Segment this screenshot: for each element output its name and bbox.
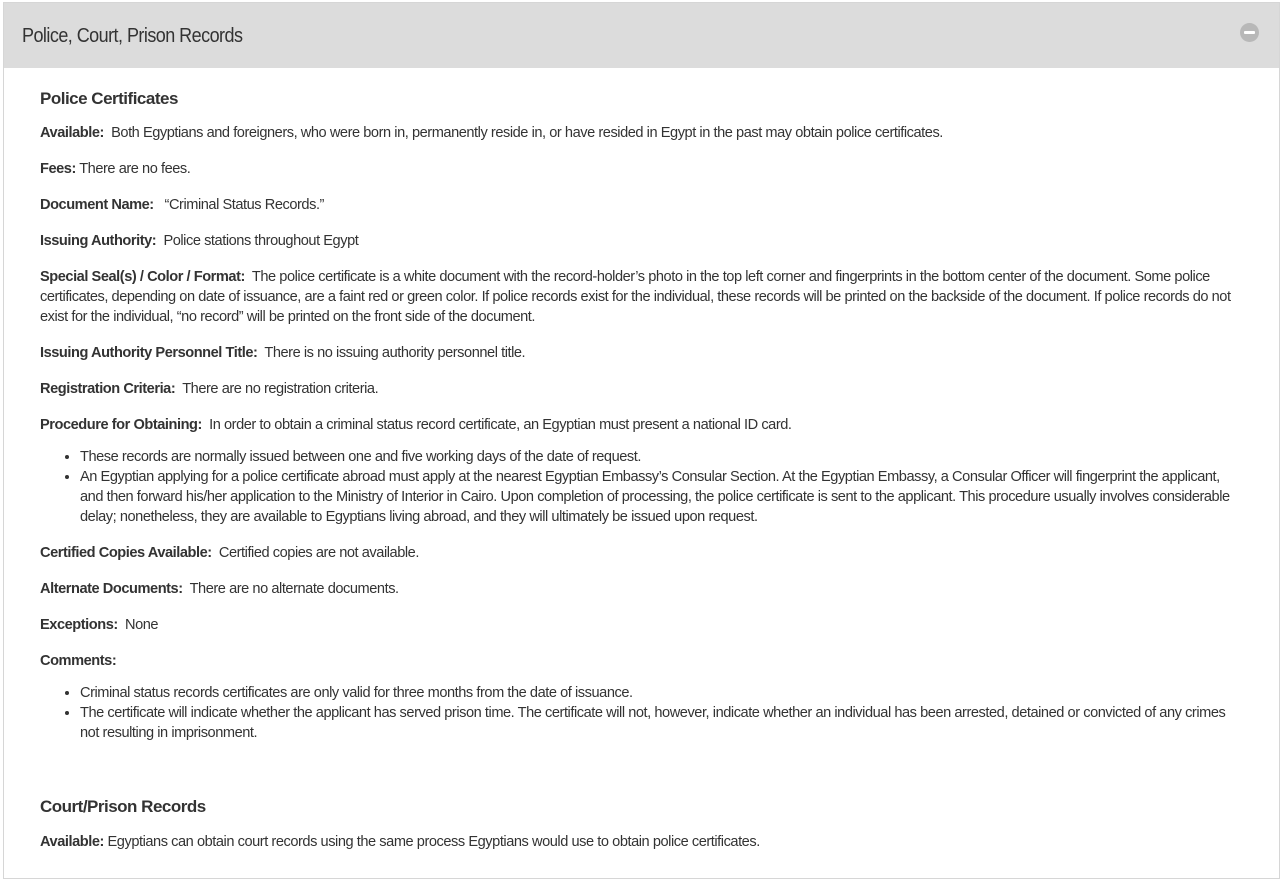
court-prison-records-heading: Court/Prison Records (40, 797, 206, 816)
document-name-text: “Criminal Status Records.” (164, 197, 324, 213)
personnel-title-text: There is no issuing authority personnel title. (264, 345, 526, 361)
list-item: • Criminal status records certificates are only valid for three months from the date of issuance. (80, 683, 1243, 703)
fees-label: Fees: (40, 161, 76, 177)
issuing-authority-text: Police stations throughout Egypt (163, 233, 359, 249)
certified-copies-label: Certified Copies Available: (40, 545, 212, 561)
issuing-authority-label: Issuing Authority: (40, 233, 157, 249)
procedure-label: Procedure for Obtaining: (40, 417, 202, 433)
certified-copies-text: Certified copies are not available. (218, 545, 419, 561)
comments-list (40, 683, 1243, 743)
registration-criteria-text: There are no registration criteria. (182, 381, 379, 397)
alternate-documents-text: There are no alternate documents. (189, 581, 399, 597)
accordion-title[interactable]: Police, Court, Prison Records (22, 25, 243, 47)
certified-copies-paragraph (40, 543, 1243, 563)
personnel-title-label: Issuing Authority Personnel Title: (40, 345, 258, 361)
accordion-header[interactable] (4, 3, 1279, 68)
special-seal-label: Special Seal(s) / Color / Format: (40, 269, 245, 285)
court-available-paragraph (40, 832, 1243, 852)
personnel-title-paragraph (40, 343, 1243, 363)
collapse-minus-icon[interactable] (1240, 23, 1259, 42)
registration-criteria-label: Registration Criteria: (40, 381, 176, 397)
exceptions-text: None (125, 617, 159, 633)
list-item: • These records are normally issued between one and five working days of the date of request. (80, 447, 1243, 467)
alternate-documents-paragraph (40, 579, 1243, 599)
list-item: • The certificate will indicate whether the applicant has served prison time. The certificate will not, however, indicate whether an individual has been arrested, detained or convicted of any crimes not resulting in imprisonment. (80, 703, 1243, 743)
special-seal-paragraph (40, 267, 1243, 327)
fees-paragraph (40, 159, 1243, 179)
special-seal-text: The police certificate is a white document with the record-holder’s photo in the top left corner and fingerprints in the bottom center of the document. Some police certificates, depending on date of issuance, are a faint red or green color. If police records exist for the individual, these records will be printed on the backside of the document. If police records do not exist for the individual, “no record” will be printed on the front side of the document. (40, 269, 1231, 325)
alternate-documents-label: Alternate Documents: (40, 581, 183, 597)
fees-text: There are no fees. (79, 161, 191, 177)
accordion-panel (3, 2, 1280, 879)
comments-paragraph (40, 651, 1243, 671)
issuing-authority-paragraph (40, 231, 1243, 251)
list-item: • An Egyptian applying for a police certificate abroad must apply at the nearest Egyptian Embassy’s Consular Section. At the Egyptian Embassy, a Consular Officer will fingerprint the applicant, and then forward his/her application to the Ministry of Interior in Cairo. Upon completion of processing, the police certificate is sent to the applicant. This procedure usually involves considerable delay; nonetheless, they are available to Egyptians living abroad, and they will ultimately be issued upon request. (80, 467, 1243, 527)
procedure-text: In order to obtain a criminal status record certificate, an Egyptian must present a national ID card. (209, 417, 792, 433)
available-text: Both Egyptians and foreigners, who were born in, permanently reside in, or have resided in Egypt in the past may obtain police certificates. (111, 125, 943, 141)
document-name-label: Document Name: (40, 197, 154, 213)
exceptions-paragraph (40, 615, 1243, 635)
procedure-list (40, 447, 1243, 527)
available-label: Available: (40, 125, 104, 141)
document-name-paragraph (40, 195, 1243, 215)
accordion-content (4, 68, 1279, 852)
comments-label: Comments: (40, 653, 117, 669)
registration-criteria-paragraph (40, 379, 1243, 399)
available-paragraph (40, 123, 1243, 143)
exceptions-label: Exceptions: (40, 617, 118, 633)
court-available-label: Available: (40, 834, 104, 850)
procedure-paragraph (40, 415, 1243, 435)
police-certificates-heading: Police Certificates (40, 89, 178, 108)
court-available-text: Egyptians can obtain court records using the same process Egyptians would use to obtain police certificates. (107, 834, 760, 850)
